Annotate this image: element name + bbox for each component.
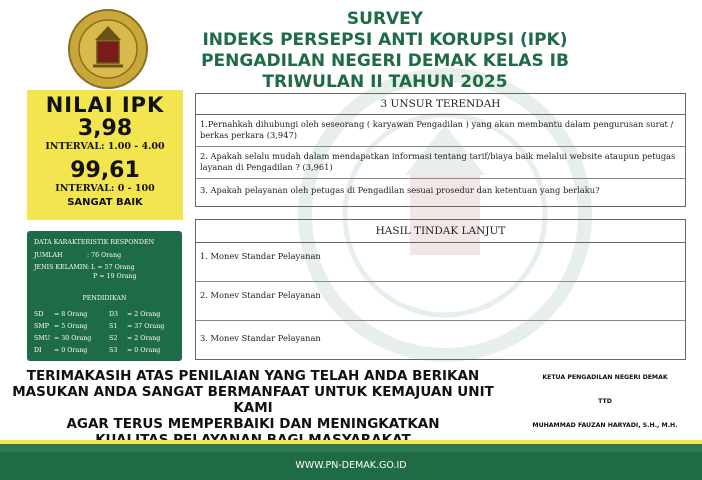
edu-level: S2	[109, 335, 118, 342]
follow-up-item: 2. Monev Standar Pelayanan	[196, 282, 685, 321]
edu-value: = 8 Orang	[54, 311, 88, 318]
footer-stripe-green	[0, 444, 702, 452]
education-title: PENDIDIKAN	[82, 295, 127, 302]
ipk-category: SANGAT BAIK	[67, 197, 143, 208]
gender-female: P = 19 Orang	[93, 273, 137, 280]
footer-website[interactable]: WWW.PN-DEMAK.GO.ID	[0, 452, 702, 480]
lowest-element-item: 2. Apakah selalu mudah dalam mendapatkan informasi tentang tarif/biaya baik melalui website ataupun petugas layanan di Pengadilan ? (3,961)	[196, 147, 685, 179]
thanks-line: TERIMAKASIH ATAS PENILAIAN YANG TELAH ANDA BERIKAN	[26, 368, 480, 384]
jumlah-label: JUMLAH	[34, 252, 63, 259]
edu-level: SMP	[34, 323, 49, 330]
edu-level: S3	[109, 347, 118, 354]
signature-title: KETUA PENGADILAN NEGERI DEMAK	[542, 374, 668, 381]
ipk-value-scale100: 99,61	[70, 158, 140, 183]
title-survey: SURVEY	[346, 9, 424, 29]
follow-up-table	[195, 219, 686, 360]
follow-up-item: 1. Monev Standar Pelayanan	[196, 243, 685, 282]
title-ipk: INDEKS PERSEPSI ANTI KORUPSI (IPK)	[202, 30, 568, 50]
thanks-line: AGAR TERUS MEMPERBAIKI DAN MENINGKATKAN	[66, 416, 440, 432]
ipk-interval-scale4: INTERVAL: 1.00 - 4.00	[45, 141, 165, 152]
edu-value: = 2 Orang	[127, 311, 161, 318]
ipk-label: NILAI IPK	[45, 93, 165, 117]
lowest-element-item: 1.Pernahkah dihubungi oleh seseorang ( karyawan Pengadilan ) yang akan membantu dalam pengurusan surat / berkas perkara (3,947)	[196, 115, 685, 147]
edu-value: = 0 Orang	[54, 347, 88, 354]
edu-level: D3	[109, 311, 119, 318]
edu-level: SMU	[34, 335, 51, 342]
edu-value: = 0 Orang	[127, 347, 161, 354]
edu-value: = 5 Orang	[54, 323, 88, 330]
thanks-line: MASUKAN ANDA SANGAT BERMANFAAT UNTUK KEMAJUAN UNIT KAMI	[12, 384, 494, 416]
thank-you-message	[8, 368, 498, 448]
edu-value: = 2 Orang	[127, 335, 161, 342]
edu-level: DI	[34, 347, 42, 354]
gender-male: : L = 57 Orang	[87, 264, 135, 271]
signature-name: MUHAMMAD FAUZAN HARYADI, S.H., M.H.	[532, 422, 678, 429]
edu-value: = 37 Orang	[127, 323, 165, 330]
jumlah-value: : 76 Orang	[87, 252, 122, 259]
title-period: TRIWULAN II TAHUN 2025	[262, 72, 508, 92]
lowest-elements-title: 3 UNSUR TERENDAH	[196, 94, 685, 115]
respondent-panel	[27, 231, 182, 361]
ipk-interval-scale100: INTERVAL: 0 - 100	[55, 183, 155, 194]
edu-level: SD	[34, 311, 44, 318]
title-court: PENGADILAN NEGERI DEMAK KELAS IB	[201, 51, 569, 71]
lowest-elements-table	[195, 93, 686, 207]
edu-level: S1	[109, 323, 118, 330]
ipk-score-panel	[27, 90, 183, 220]
lowest-element-item: 3. Apakah pelayanan oleh petugas di Pengadilan sesuai prosedur dan ketentuan yang berlaku?	[200, 185, 600, 195]
survey-title	[160, 9, 610, 93]
follow-up-title: HASIL TINDAK LANJUT	[196, 220, 685, 243]
respondent-title: DATA KARAKTERISTIK RESPONDEN	[34, 239, 155, 246]
follow-up-item: 3. Monev Standar Pelayanan	[200, 333, 321, 343]
signature-ttd: TTD	[598, 398, 612, 405]
gender-label: JENIS KELAMIN	[34, 264, 88, 271]
edu-value: = 30 Orang	[54, 335, 92, 342]
court-logo-icon	[67, 8, 149, 90]
ipk-value-scale4: 3,98	[77, 116, 133, 141]
